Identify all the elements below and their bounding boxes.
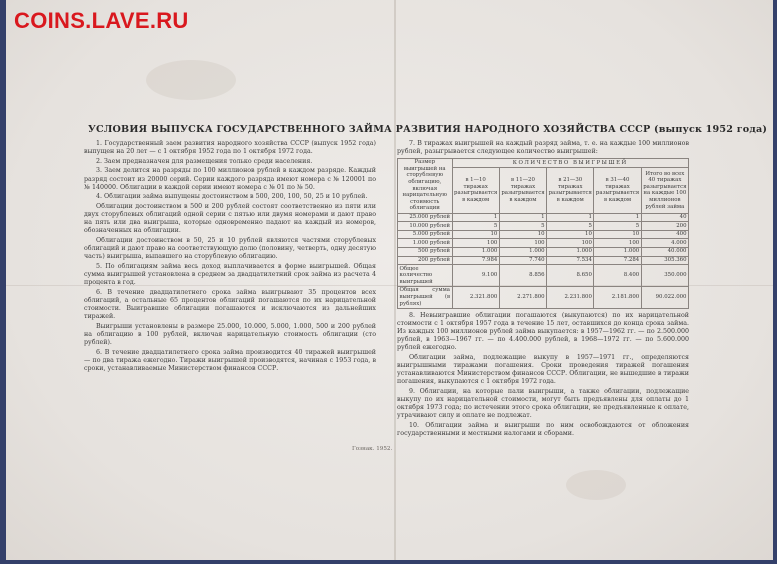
table-cell: 100 — [499, 239, 546, 248]
row-label: Общее количество выигрышей — [398, 265, 453, 287]
table-row-total-count — [398, 265, 689, 287]
paragraph: 2. Заем предназначен для размещения только среди населения. — [96, 157, 313, 165]
scan-border-right — [773, 0, 777, 564]
table-cell: 10 — [452, 230, 499, 239]
printer-imprint: Гознак. 1952. — [352, 446, 393, 452]
table-cell: 7.984 — [452, 256, 499, 265]
table-header: в 21—30 тиражах разыгрывается в каждом — [547, 168, 594, 213]
table-cell: 5 — [547, 222, 594, 231]
table-cell: 2.321.800 — [452, 286, 499, 308]
table-cell: 1 — [499, 213, 546, 222]
table-header-group: КОЛИЧЕСТВО ВЫИГРЫШЕЙ — [452, 158, 688, 167]
table-row — [398, 222, 689, 231]
table-cell: 7.534 — [547, 256, 594, 265]
table-cell: 350.000 — [641, 265, 688, 287]
table-cell: 200 — [641, 222, 688, 231]
table-cell: 5 — [452, 222, 499, 231]
paragraph: 6. В течение двадцатилетнего срока займа производится 40 тиражей выигрышей — по два тиража ежегодно. Тиражи выигрышей производятся, начиная с 1953 года, в сроки, устанавливаемые Министерством финансов СССР. — [84, 348, 376, 372]
row-label: 1.000 рублей — [398, 239, 453, 248]
paragraph: 9. Облигации, на которые пали выигрыши, а также облигации, подлежащие выкупу по их нарицательной стоимости, могут быть предъявлены для оплаты до 1 октября 1973 года; по истечении этого срока облигации, не предъявленные к оплате, утрачивают силу и оплате не подлежат. — [397, 387, 689, 419]
table-cell: 8.400 — [594, 265, 641, 287]
paragraph: 1. Государственный заем развития народного хозяйства СССР (выпуск 1952 года) выпущен на 20 лет — с 1 октября 1952 года по 1 октября 1972 года. — [84, 140, 376, 156]
table-cell: 7.284 — [594, 256, 641, 265]
row-label: Общая сумма выигрышей (в рублях) — [399, 287, 451, 307]
table-row — [398, 247, 689, 256]
table-cell: 90.022.000 — [641, 286, 688, 308]
paragraph: Облигации достоинством в 50, 25 и 10 рублей являются частями сторублевых облигаций и дают право на соответствующую долю (половину, четверть, одну десятую часть) выигрыша, выпавшего на сторублевую облигацию. — [84, 237, 376, 261]
table-cell: 2.271.800 — [499, 286, 546, 308]
table-cell: 100 — [547, 239, 594, 248]
table-row — [398, 213, 689, 222]
table-row — [398, 230, 689, 239]
table-cell: 305.360 — [641, 256, 688, 265]
table-cell: 4.000 — [641, 239, 688, 248]
table-cell: 2.181.800 — [594, 286, 641, 308]
table-row — [398, 256, 689, 265]
table-header: в 31—40 тиражах разыгрывается в каждом — [594, 168, 641, 213]
table-cell: 40 — [641, 213, 688, 222]
table-cell: 1 — [594, 213, 641, 222]
table-cell: 9.100 — [452, 265, 499, 287]
paper-stain — [566, 470, 626, 500]
paragraph: Облигации достоинством в 500 и 200 рублей состоят соответственно из пяти или двух сторублевых облигаций одной серии с пятью или двумя номерами и дают право на пять или два выигрыша, которые одновременно падают на каждый из номеров, обозначенных на облигации. — [84, 203, 376, 235]
fold-line-vertical — [394, 0, 396, 560]
scan-border-bottom — [0, 560, 777, 564]
prize-table — [397, 158, 689, 309]
paragraph: Облигации займа, подлежащие выкупу в 1957—1971 гг., определяются выигрышными тиражами погашения. Сроки проведения тиражей погашения устанавливаются Министерством финансов СССР. Облигации, не вышедшие в тиражи погашения, выкупаются с 1 октября 1972 года. — [397, 353, 689, 385]
row-label: 200 рублей — [398, 256, 453, 265]
table-cell: 5 — [499, 222, 546, 231]
table-cell: 1.000 — [547, 247, 594, 256]
paragraph: 5. По облигациям займа весь доход выплачивается в форме выигрышей. Общая сумма выигрышей установлена в среднем за двадцатилетний срок займа из расчета 4 процента в год. — [84, 262, 376, 287]
site-watermark: COINS.LAVE.RU — [14, 8, 189, 33]
paragraph: 10. Облигации займа и выигрыши по ним освобождаются от обложения государственными и местными налогами и сборами. — [397, 421, 689, 437]
table-cell: 1.000 — [594, 247, 641, 256]
table-cell: 8.650 — [547, 265, 594, 287]
paper-stain — [146, 60, 236, 100]
table-cell: 100 — [452, 239, 499, 248]
table-cell: 10 — [499, 230, 546, 239]
paragraph: 7. В тиражах выигрышей на каждый разряд займа, т. е. на каждые 100 миллионов рублей, разыгрывается следующее количество выигрышей: — [397, 140, 689, 156]
row-label: 25.000 рублей — [398, 213, 453, 222]
table-row — [398, 239, 689, 248]
table-cell: 1.000 — [452, 247, 499, 256]
table-cell: 10 — [594, 230, 641, 239]
table-cell: 5 — [594, 222, 641, 231]
table-cell: 10 — [547, 230, 594, 239]
table-cell: 400 — [641, 230, 688, 239]
paragraph: 6. В течение двадцатилетнего срока займа выигрывают 35 процентов всех облигаций, а остальные 65 процентов облигаций погашаются по их нарицательной стоимости. Выигравшие облигации погашаются и исключаются из дальнейших тиражей. — [84, 288, 376, 321]
table-cell: 2.231.800 — [547, 286, 594, 308]
table-header-prize-size: Размер выигрышей на сторублевую облигацию, включая нарицательную стоимость облигации — [398, 158, 453, 213]
right-column — [397, 140, 689, 439]
prize-table-body — [398, 213, 689, 265]
paragraph: 8. Невыигравшие облигации погашаются (выкупаются) по их нарицательной стоимости с 1 октября 1957 года в течение 15 лет, оставшихся до конца срока займа. Из каждых 100 миллионов рублей займа выкупается: в 1957—1962 гг. — по 2.500.000 рублей, в 1963—1967 гг. — по 4.400.000 рублей, в 1968—1972 гг. — по 5.600.000 рублей ежегодно. — [397, 311, 689, 352]
table-row-total-sum — [398, 286, 689, 308]
paragraph: 4. Облигации займа выпущены достоинством в 500, 200, 100, 50, 25 и 10 рублей. — [96, 193, 368, 201]
table-cell: 1 — [452, 213, 499, 222]
table-header: в 11—20 тиражах разыгрывается в каждом — [499, 168, 546, 213]
table-cell: 8.856 — [499, 265, 546, 287]
row-label: 5.000 рублей — [398, 230, 453, 239]
table-cell: 100 — [594, 239, 641, 248]
row-label: 500 рублей — [398, 247, 453, 256]
paragraph: Выигрыши установлены в размере 25.000, 10.000, 5.000, 1.000, 500 и 200 рублей на облигацию в 100 рублей, включая нарицательную стоимость облигации (сто рублей). — [84, 322, 376, 346]
table-header: в 1—10 тиражах разыгрывается в каждом — [452, 168, 499, 213]
table-cell: 7.740 — [499, 256, 546, 265]
document-title: УСЛОВИЯ ВЫПУСКА ГОСУДАРСТВЕННОГО ЗАЙМА РАЗВИТИЯ НАРОДНОГО ХОЗЯЙСТВА СССР (выпуск 1952 года) — [88, 124, 768, 135]
scan-border-left — [0, 0, 6, 564]
table-cell: 1.000 — [499, 247, 546, 256]
paragraph: 3. Заем делится на разряды по 100 миллионов рублей в каждом разряде. Каждый разряд состоит из 20000 серий. Серии каждого разряда имеют номера с № 120001 по № 140000. Облигации в каждой серии имеют номера с № 01 по № 50. — [84, 167, 376, 191]
left-column — [84, 140, 376, 374]
table-header: Итого во всех 40 тиражах разыгрывается на каждые 100 миллионов рублей займа — [641, 168, 688, 213]
table-cell: 40.000 — [641, 247, 688, 256]
row-label: 10.000 рублей — [398, 222, 453, 231]
table-cell: 1 — [547, 213, 594, 222]
